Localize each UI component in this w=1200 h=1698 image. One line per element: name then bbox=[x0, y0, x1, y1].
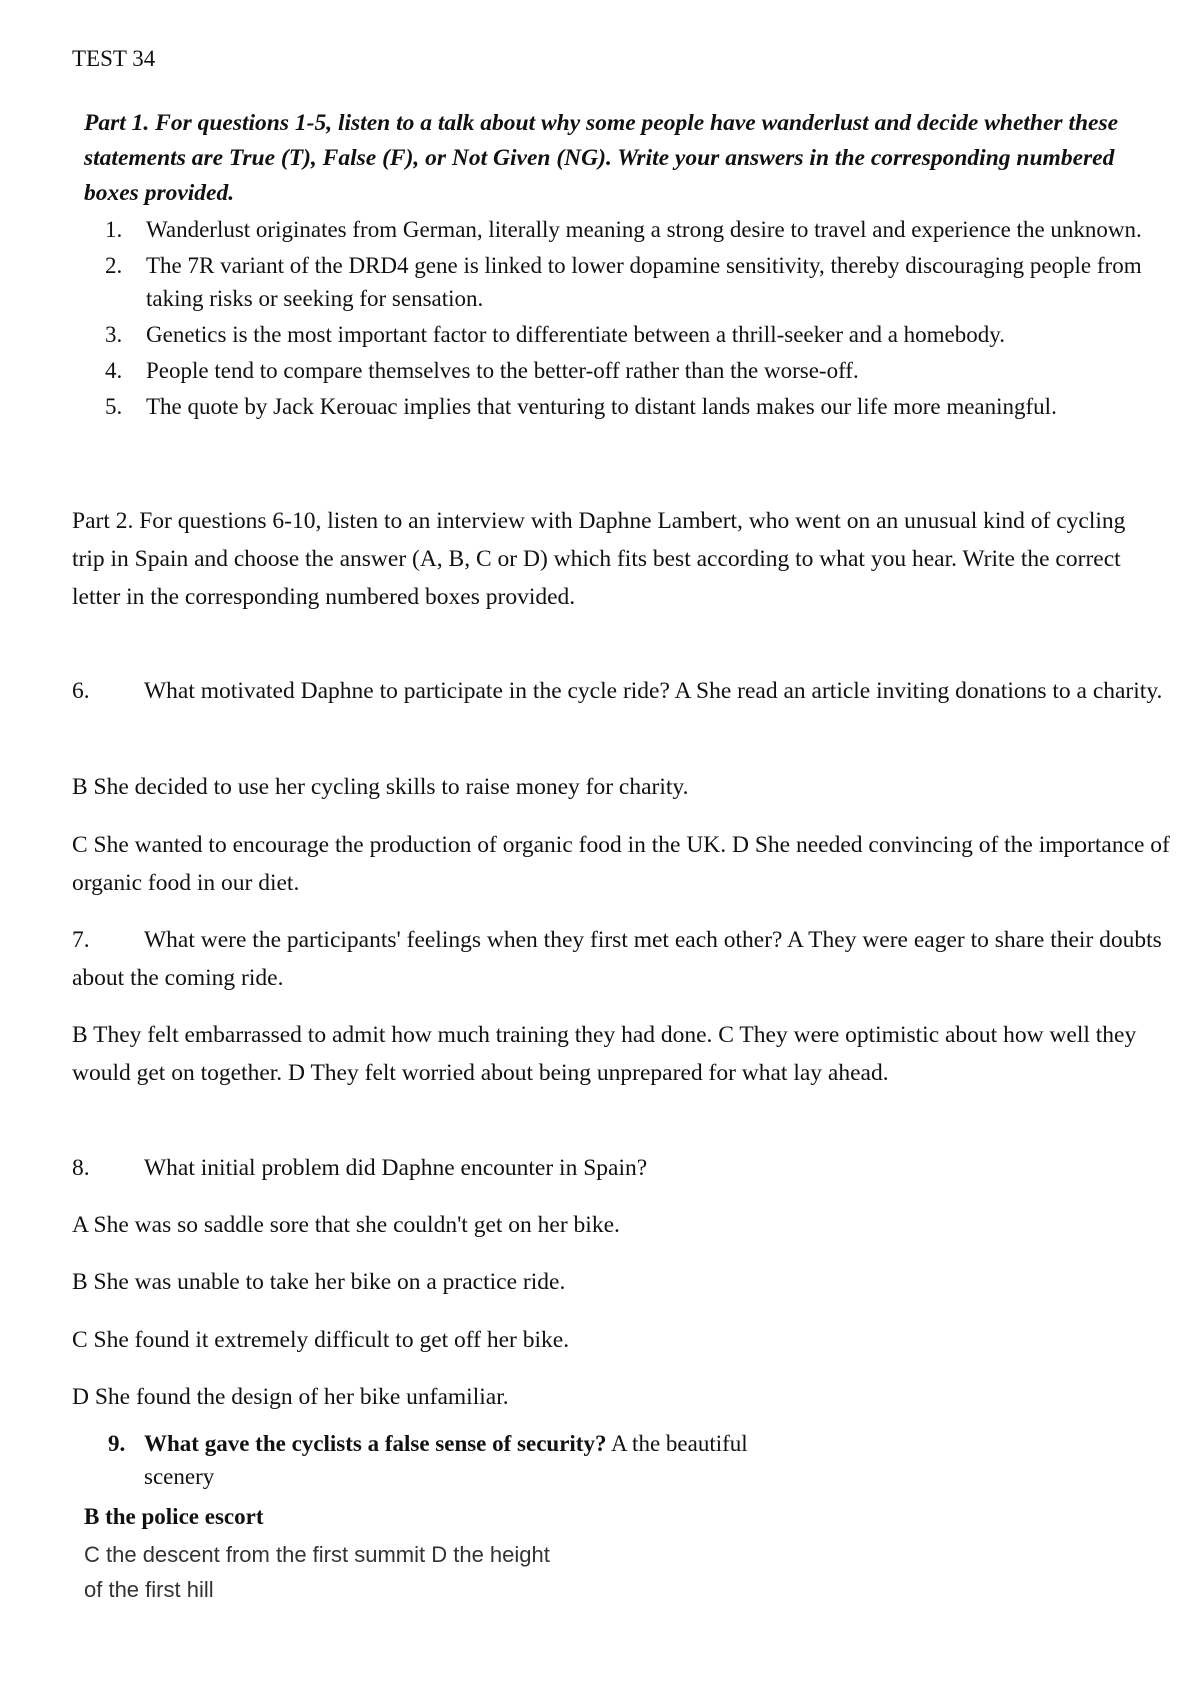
question-text: What initial problem did Daphne encounter in Spain? bbox=[144, 1155, 648, 1181]
question-6-options-c-d: C She wanted to encourage the production of organic food in the UK. D She needed convincing of the importance of organic food in our diet. bbox=[72, 832, 1170, 896]
part2-instruction: Part 2. For questions 6-10, listen to an interview with Daphne Lambert, who went on an unusual kind of cycling trip in Spain and choose the answer (A, B, C or D) which fits best according to what you hear. Write the correct letter in the corresponding numbered boxes provided. bbox=[72, 508, 1126, 610]
question-9-option-a: A the beautiful scenery bbox=[144, 1431, 748, 1489]
question-8-option-c: C She found it extremely difficult to get off her bike. bbox=[72, 1327, 570, 1353]
question-7 bbox=[72, 921, 1172, 997]
question-9-options-c-d-continued: of the first hill bbox=[84, 1577, 214, 1602]
list-item bbox=[100, 390, 1160, 423]
statement-number: 2. bbox=[105, 253, 123, 278]
question-text: What motivated Daphne to participate in the cycle ride? A She read an article inviting donations to a charity. bbox=[144, 678, 1163, 704]
question-9-option-b: B the police escort bbox=[84, 1504, 264, 1529]
question-6-option-b: B She decided to use her cycling skills to raise money for charity. bbox=[72, 774, 689, 800]
question-number: 7. bbox=[72, 927, 90, 953]
question-number: 9. bbox=[108, 1431, 126, 1456]
statement-text: Wanderlust originates from German, literally meaning a strong desire to travel and experience the unknown. bbox=[146, 217, 1142, 242]
question-text: What gave the cyclists a false sense of security? bbox=[144, 1431, 607, 1456]
question-8-option-d: D She found the design of her bike unfamiliar. bbox=[72, 1384, 509, 1410]
statement-text: The 7R variant of the DRD4 gene is linked to lower dopamine sensitivity, thereby discouraging people from taking risks or seeking for sensation. bbox=[146, 253, 1142, 311]
question-6 bbox=[72, 672, 1172, 710]
statement-number: 4. bbox=[105, 358, 123, 383]
statement-text: Genetics is the most important factor to differentiate between a thrill-seeker and a homebody. bbox=[146, 322, 1006, 347]
statement-number: 1. bbox=[105, 217, 123, 242]
list-item bbox=[100, 354, 1160, 387]
question-text: What were the participants' feelings when they first met each other? A They were eager to share their doubts about the coming ride. bbox=[72, 927, 1162, 991]
part1-instruction: Part 1. For questions 1-5, listen to a talk about why some people have wanderlust and decide whether these statements are True (T), False (F), or Not Given (NG). Write your answers in the corresponding numbered boxes provided. bbox=[84, 110, 1119, 206]
question-9 bbox=[108, 1427, 758, 1493]
statement-number: 5. bbox=[105, 394, 123, 419]
question-8 bbox=[72, 1149, 1172, 1187]
question-number: 6. bbox=[72, 678, 90, 704]
list-item bbox=[100, 318, 1160, 351]
statement-number: 3. bbox=[105, 322, 123, 347]
question-8-option-b: B She was unable to take her bike on a practice ride. bbox=[72, 1269, 566, 1295]
page-title: TEST 34 bbox=[72, 46, 156, 71]
part1-statement-list bbox=[100, 213, 1160, 426]
statement-text: The quote by Jack Kerouac implies that venturing to distant lands makes our life more meaningful. bbox=[146, 394, 1057, 419]
statement-text: People tend to compare themselves to the better-off rather than the worse-off. bbox=[146, 358, 859, 383]
list-item bbox=[100, 249, 1160, 315]
list-item bbox=[100, 213, 1160, 246]
question-9-options-c-d: C the descent from the first summit D the height bbox=[84, 1542, 550, 1567]
question-8-option-a: A She was so saddle sore that she couldn't get on her bike. bbox=[72, 1212, 620, 1238]
question-number: 8. bbox=[72, 1155, 90, 1181]
question-7-options-b-c-d: B They felt embarrassed to admit how much training they had done. C They were optimistic about how well they would get on together. D They felt worried about being unprepared for what lay ahead. bbox=[72, 1022, 1137, 1086]
